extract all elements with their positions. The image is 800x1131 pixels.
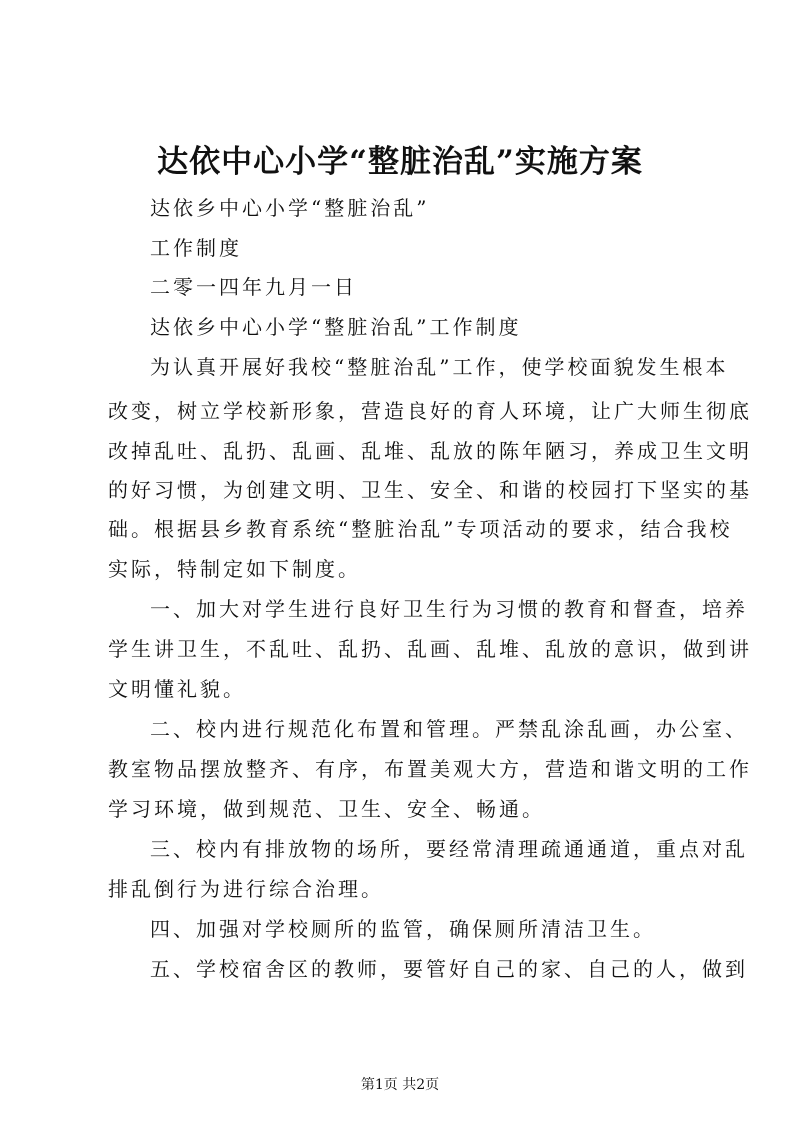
- text-line: 文明懂礼貌。: [108, 677, 246, 701]
- text-line: 础。根据县乡教育系统“整脏治乱”专项活动的要求，结合我校: [108, 517, 733, 541]
- text-line: 三、校内有排放物的场所，要经常清理疏通通道，重点对乱: [150, 837, 748, 861]
- text-line: 五、学校宿舍区的教师，要管好自己的家、自己的人，做到: [150, 957, 748, 981]
- text-line: 学习环境，做到规范、卫生、安全、畅通。: [108, 797, 545, 821]
- text-line: 改掉乱吐、乱扔、乱画、乱堆、乱放的陈年陋习，养成卫生文明: [108, 439, 752, 463]
- document-title: 达依中心小学“整脏治乱”实施方案: [157, 144, 643, 180]
- text-line: 达依乡中心小学“整脏治乱”工作制度: [150, 315, 522, 339]
- text-line: 排乱倒行为进行综合治理。: [108, 877, 384, 901]
- text-line: 教室物品摆放整齐、有序，布置美观大方，营造和谐文明的工作: [108, 757, 752, 781]
- text-line: 工作制度: [150, 236, 242, 260]
- text-line: 一、加大对学生进行良好卫生行为习惯的教育和督查，培养: [150, 597, 748, 621]
- text-line: 改变，树立学校新形象，营造良好的育人环境，让广大师生彻底: [108, 399, 752, 423]
- text-line: 实际，特制定如下制度。: [108, 557, 361, 581]
- text-line: 为认真开展好我校“整脏治乱”工作，使学校面貌发生根本: [150, 355, 729, 379]
- text-line: 二零一四年九月一日: [150, 275, 357, 299]
- text-line: 学生讲卫生，不乱吐、乱扔、乱画、乱堆、乱放的意识，做到讲: [108, 637, 752, 661]
- text-line: 达依乡中心小学“整脏治乱”: [150, 196, 430, 220]
- page-number: 第1页 共2页: [360, 1077, 440, 1093]
- text-line: 四、加强对学校厕所的监管，确保厕所清洁卫生。: [150, 917, 656, 941]
- text-line: 二、校内进行规范化布置和管理。严禁乱涂乱画，办公室、: [150, 717, 748, 741]
- text-line: 的好习惯，为创建文明、卫生、安全、和谐的校园打下坚实的基: [108, 478, 752, 502]
